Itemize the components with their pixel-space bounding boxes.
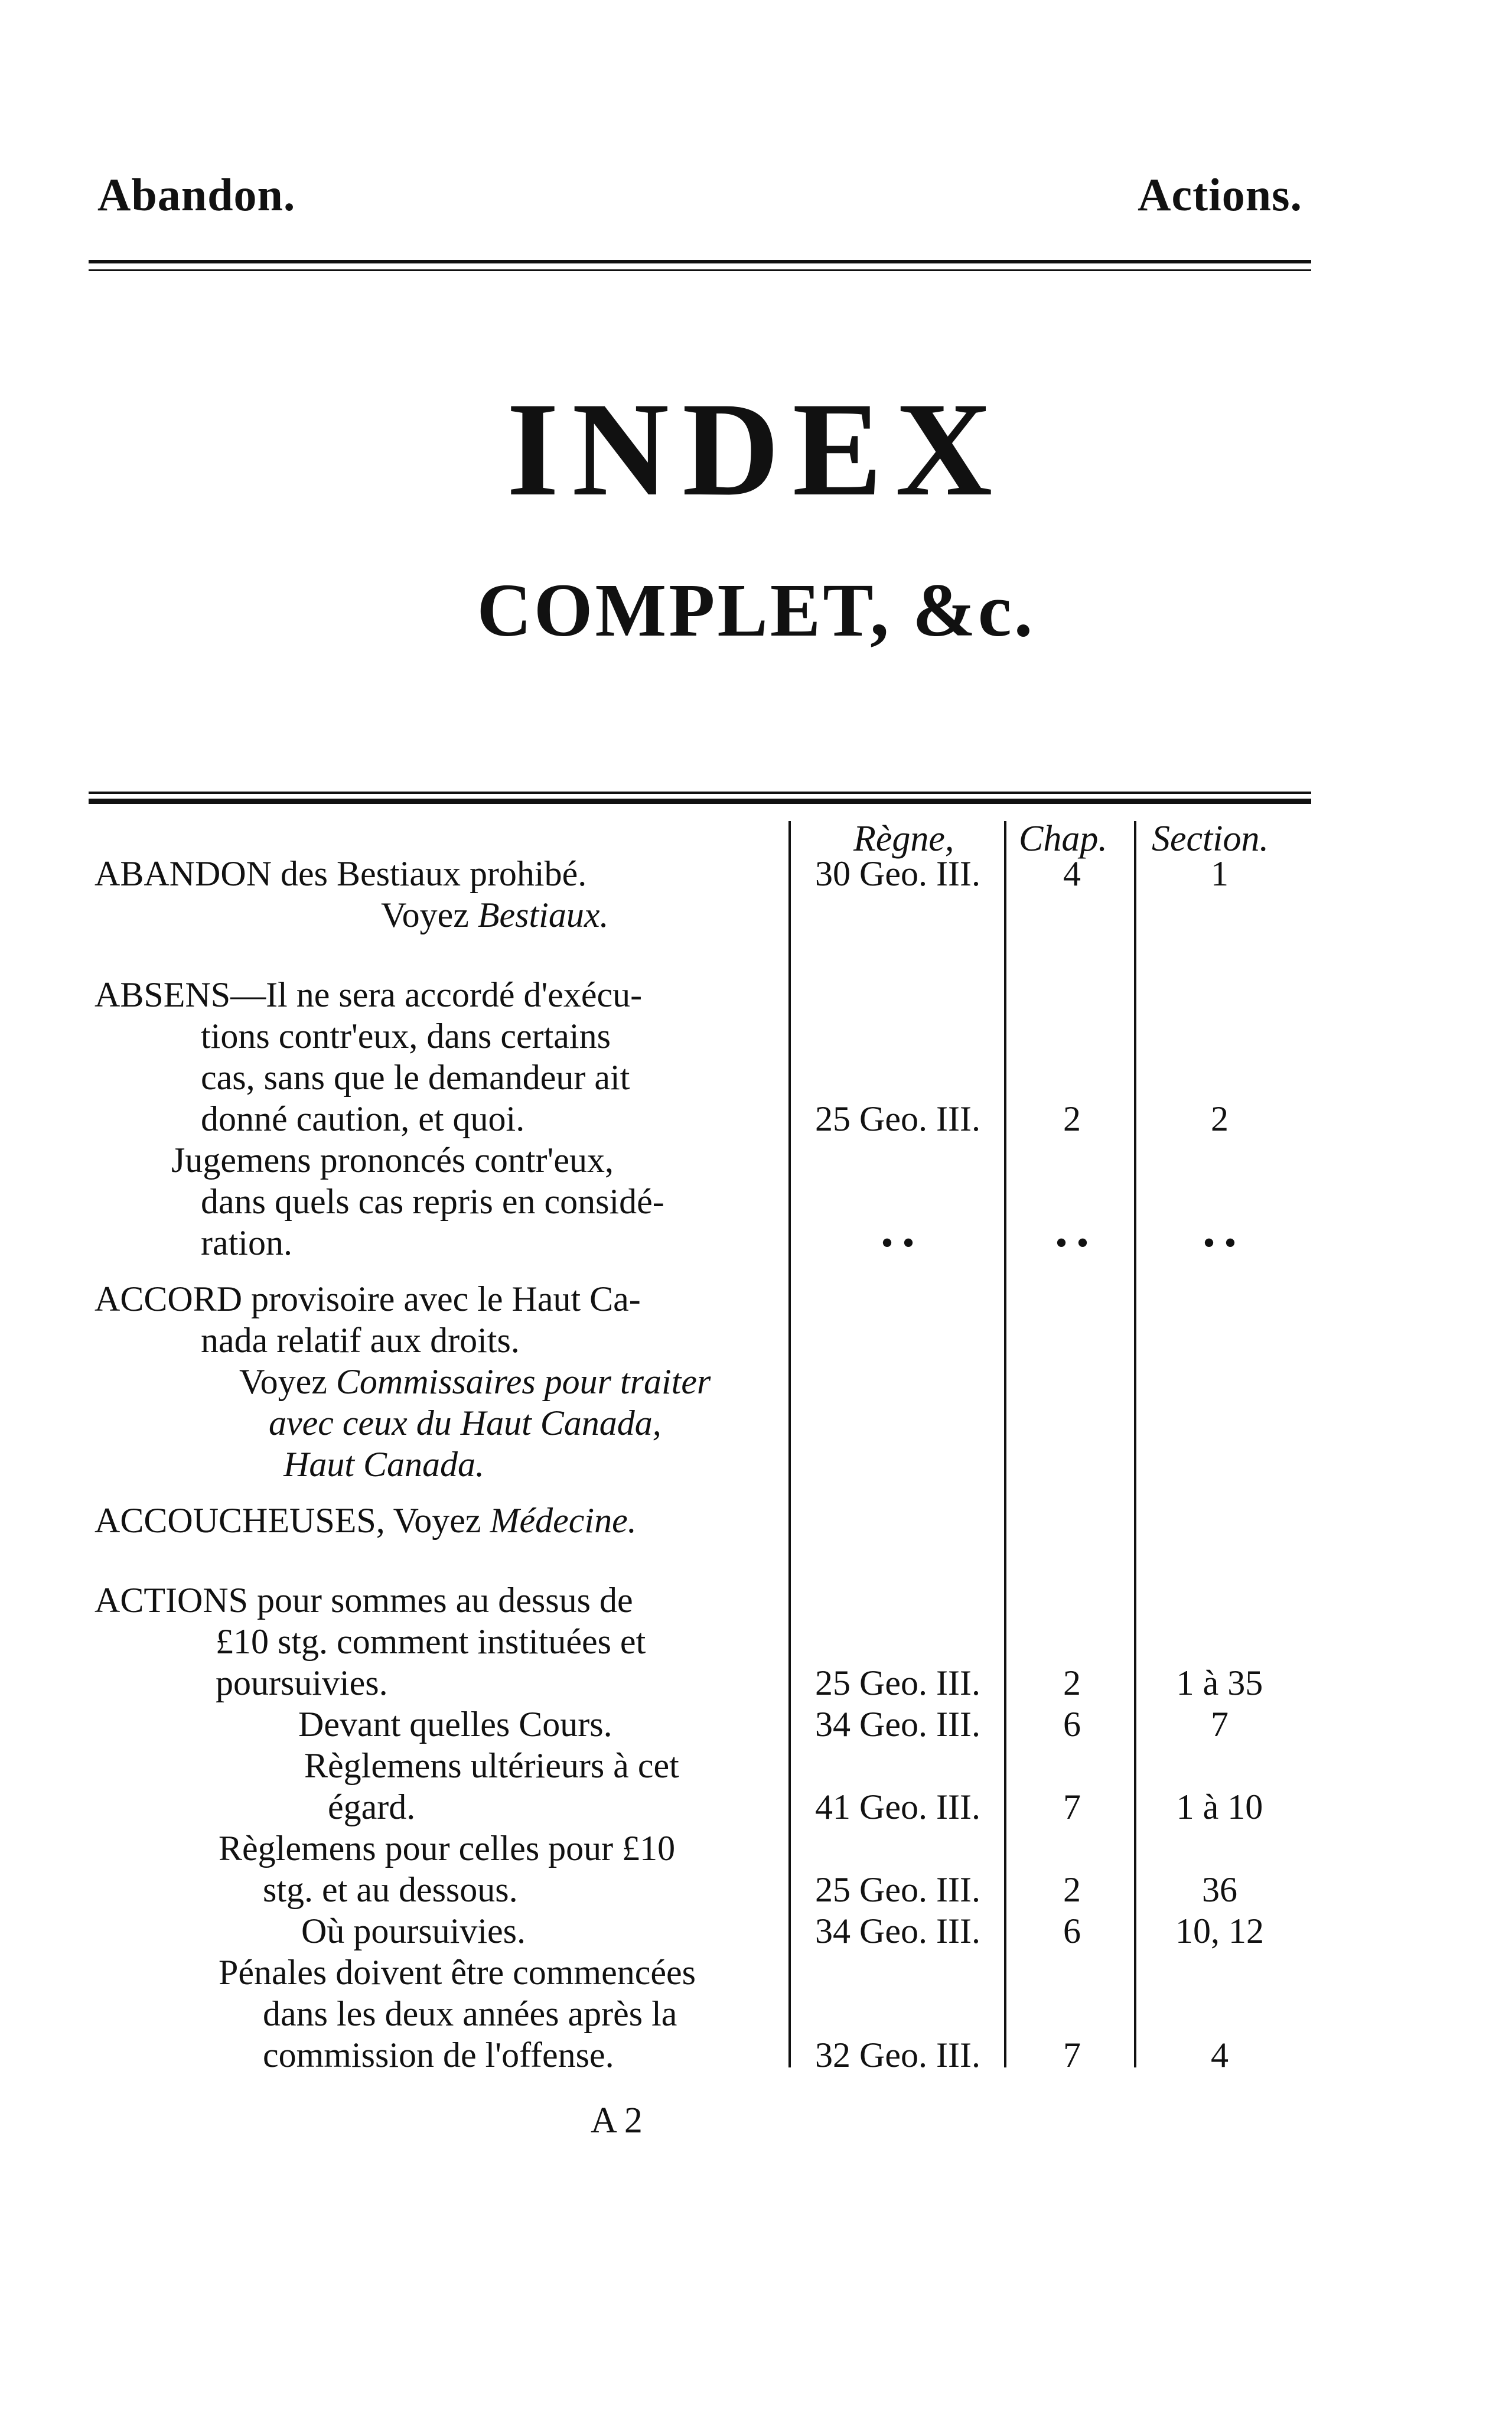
column-rule-chap (1004, 821, 1006, 2067)
ref-regne: 25 Geo. III. (815, 1663, 980, 1702)
ref-chap: 7 (1063, 2036, 1081, 2075)
ref-chap: 2 (1063, 1663, 1081, 1702)
ref-regne: • • (881, 1223, 915, 1262)
ref-section: 10, 12 (1175, 1911, 1264, 1950)
column-header-regne: Règne, (853, 819, 954, 859)
entry-line: Voyez Commissaires pour traiter (239, 1362, 711, 1401)
entry-line: tions contr'eux, dans certains (201, 1017, 611, 1056)
entry-line: dans quels cas repris en considé- (201, 1182, 664, 1221)
entry-line: Voyez Bestiaux. (381, 895, 609, 934)
entry-line: dans les deux années après la (263, 1994, 677, 2033)
ref-chap: 6 (1063, 1705, 1081, 1744)
entry-line: Jugemens prononcés contr'eux, (171, 1141, 614, 1180)
signature-mark: A 2 (591, 2101, 643, 2141)
entry-actions: ACTIONS pour sommes au dessus de (94, 1581, 633, 1620)
column-header-chap: Chap. (1019, 819, 1107, 859)
ref-chap: • • (1055, 1223, 1089, 1262)
ref-chap: 2 (1063, 1870, 1081, 1909)
column-rule-section (1134, 821, 1136, 2067)
entry-line: commission de l'offense. (263, 2036, 614, 2075)
ref-section: 4 (1211, 2036, 1228, 2075)
ref-chap: 6 (1063, 1911, 1081, 1950)
table-rule-thick (89, 799, 1311, 804)
ref-regne: 41 Geo. III. (815, 1787, 980, 1826)
ref-section: 2 (1211, 1099, 1228, 1138)
entry-abandon: ABANDON des Bestiaux prohibé. (94, 854, 587, 893)
entry-absens: ABSENS—Il ne sera accordé d'exécu- (94, 975, 643, 1014)
header-rule-thick (89, 260, 1311, 263)
cross-reference: avec ceux du Haut Canada, (269, 1403, 662, 1442)
ref-section: 36 (1202, 1870, 1237, 1909)
entry-line: cas, sans que le demandeur ait (201, 1058, 630, 1097)
ref-regne: 34 Geo. III. (815, 1911, 980, 1950)
entry-line: Devant quelles Cours. (298, 1705, 612, 1744)
ref-section: 1 (1211, 854, 1228, 893)
entry-line: nada relatif aux droits. (201, 1321, 520, 1360)
column-header-section: Section. (1152, 819, 1269, 859)
cross-reference: Médecine. (490, 1501, 637, 1540)
ref-section: 1 à 35 (1176, 1663, 1263, 1702)
ref-chap: 2 (1063, 1099, 1081, 1138)
table-rule-top (89, 792, 1311, 794)
running-head-right: Actions. (1138, 169, 1302, 220)
ref-section: • • (1203, 1223, 1237, 1262)
entry-line: poursuivies. (216, 1663, 388, 1702)
entry-line: ration. (201, 1223, 292, 1262)
entry-accord: ACCORD provisoire avec le Haut Ca- (94, 1279, 641, 1318)
entry-line (284, 1444, 484, 1485)
cross-reference: Commissaires pour traiter (335, 1362, 711, 1401)
entry-line: donné caution, et quoi. (201, 1099, 525, 1138)
entry-line: stg. et au dessous. (263, 1870, 518, 1909)
entry-accoucheuses: ACCOUCHEUSES, Voyez Médecine. (94, 1501, 637, 1540)
ref-regne: 25 Geo. III. (815, 1870, 980, 1909)
entry-line: égard. (328, 1787, 416, 1826)
ref-section: 1 à 10 (1176, 1787, 1263, 1826)
ref-regne: 25 Geo. III. (815, 1099, 980, 1138)
ref-section: 7 (1211, 1705, 1228, 1744)
ref-regne: 30 Geo. III. (815, 854, 980, 893)
page-subtitle: COMPLET, &c. (477, 568, 1035, 652)
entry-line: Pénales doivent être commencées (219, 1953, 696, 1992)
column-rule-regne (788, 821, 791, 2067)
page-title: INDEX (506, 375, 1006, 524)
running-head-left: Abandon. (97, 169, 296, 220)
entry-line: Règlemens pour celles pour £10 (219, 1829, 676, 1868)
entry-line: Règlemens ultérieurs à cet (304, 1746, 679, 1785)
ref-regne: 32 Geo. III. (815, 2036, 980, 2075)
ref-regne: 34 Geo. III. (815, 1705, 980, 1744)
cross-reference: Bestiaux. (477, 895, 609, 934)
entry-line: £10 stg. comment instituées et (216, 1622, 646, 1661)
entry-line: Où poursuivies. (301, 1911, 526, 1950)
ref-chap: 4 (1063, 854, 1081, 893)
entry-line (269, 1403, 662, 1444)
ref-chap: 7 (1063, 1787, 1081, 1826)
header-rule-thin (89, 269, 1311, 271)
cross-reference: Haut Canada. (284, 1445, 485, 1484)
